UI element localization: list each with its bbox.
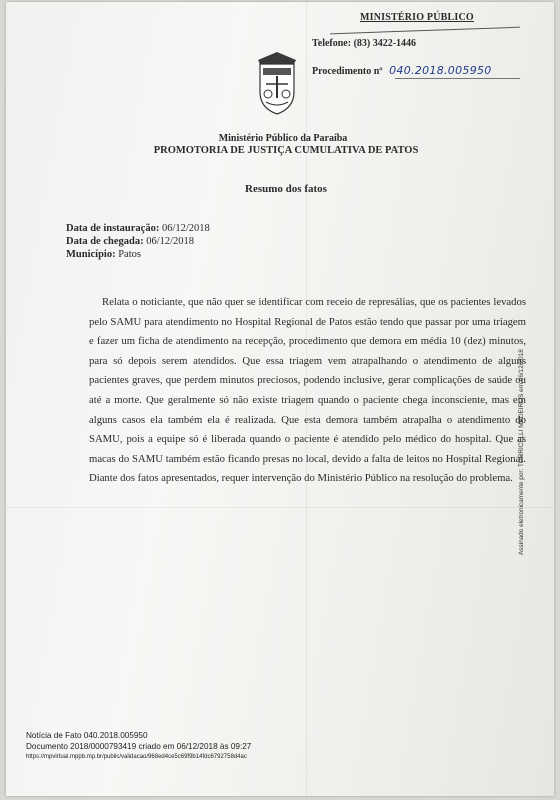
- footer-notice: Notícia de Fato 040.2018.005950: [26, 731, 148, 740]
- organization-name: Ministério Público da Paraíba: [218, 133, 348, 144]
- electronic-signature-note: Assinado eletronicamente por: TORRICELLI MEDEIROS em 06/12/2018: [518, 349, 525, 555]
- facts-paragraph: Relata o noticiante, que não quer se identificar com receio de represálias, que os pacientes levados pelo SAMU para atendimento no Hospital Regional de Patos estão tendo que passar por uma triagem e fazer um ficha de atendimento na recepção, procedimento que demora em média 10 (dez) minutos, para só depois serem atendidos. Que essa triagem vem atrapalhando o atendimento de alguns pacientes graves, que perdem minutos preciosos, podendo inclusive, gerar complicações de saúde ou até a morte. Que geralmente só não existe triagem quando o paciente chega inconsciente, mas em alguns casos ela também ela é realizada. Que esta demora também atrapalha o atendimento do SAMU, pois a equipe só é liberada quando o paciente é atendido pelo médico do hospital. Que as macas do SAMU também estão ficando presas no local, devido a falta de leitos no Hospital Regional. Diante dos fatos apresentados, requer intervenção do Ministério Público na resolução do problema.: [89, 296, 526, 485]
- arrival-date: [66, 235, 210, 248]
- arrival-value: 06/12/2018: [146, 236, 195, 247]
- document-title: Resumo dos fatos: [245, 183, 327, 195]
- instauration-value: 06/12/2018: [161, 223, 210, 234]
- procedure-number: 040.2018.005950: [389, 64, 492, 77]
- municipality-value: Patos: [118, 249, 141, 260]
- metadata-block: [66, 222, 210, 261]
- paper-fold-horizontal: [6, 507, 554, 508]
- stamp-title: MINISTÉRIO PÚBLICO: [360, 12, 474, 23]
- municipality-label: Município:: [66, 249, 116, 260]
- instauration-label: Data de instauração:: [66, 223, 160, 234]
- footer-validation-url: https://mpvirtual.mppb.mp.br/public/validacao/968ed4ce5c69f9b14fdc6792758d4ac: [26, 754, 247, 760]
- department-name: PROMOTORIA DE JUSTIÇA CUMULATIVA DE PATOS: [153, 145, 419, 156]
- instauration-date: [66, 222, 210, 235]
- arrival-label: Data de chegada:: [66, 236, 144, 247]
- procedure-label: Procedimento nº: [312, 66, 383, 77]
- stamp-phone: Telefone: (83) 3422-1446: [312, 38, 417, 49]
- footer-document: Documento 2018/0000793419 criado em 06/12/2018 às 09:27: [26, 741, 252, 751]
- stamp-procedure: [312, 64, 492, 77]
- footer: [26, 731, 251, 763]
- procedure-underline: [395, 78, 520, 79]
- coat-of-arms-icon: [254, 50, 300, 120]
- municipality: [66, 248, 210, 261]
